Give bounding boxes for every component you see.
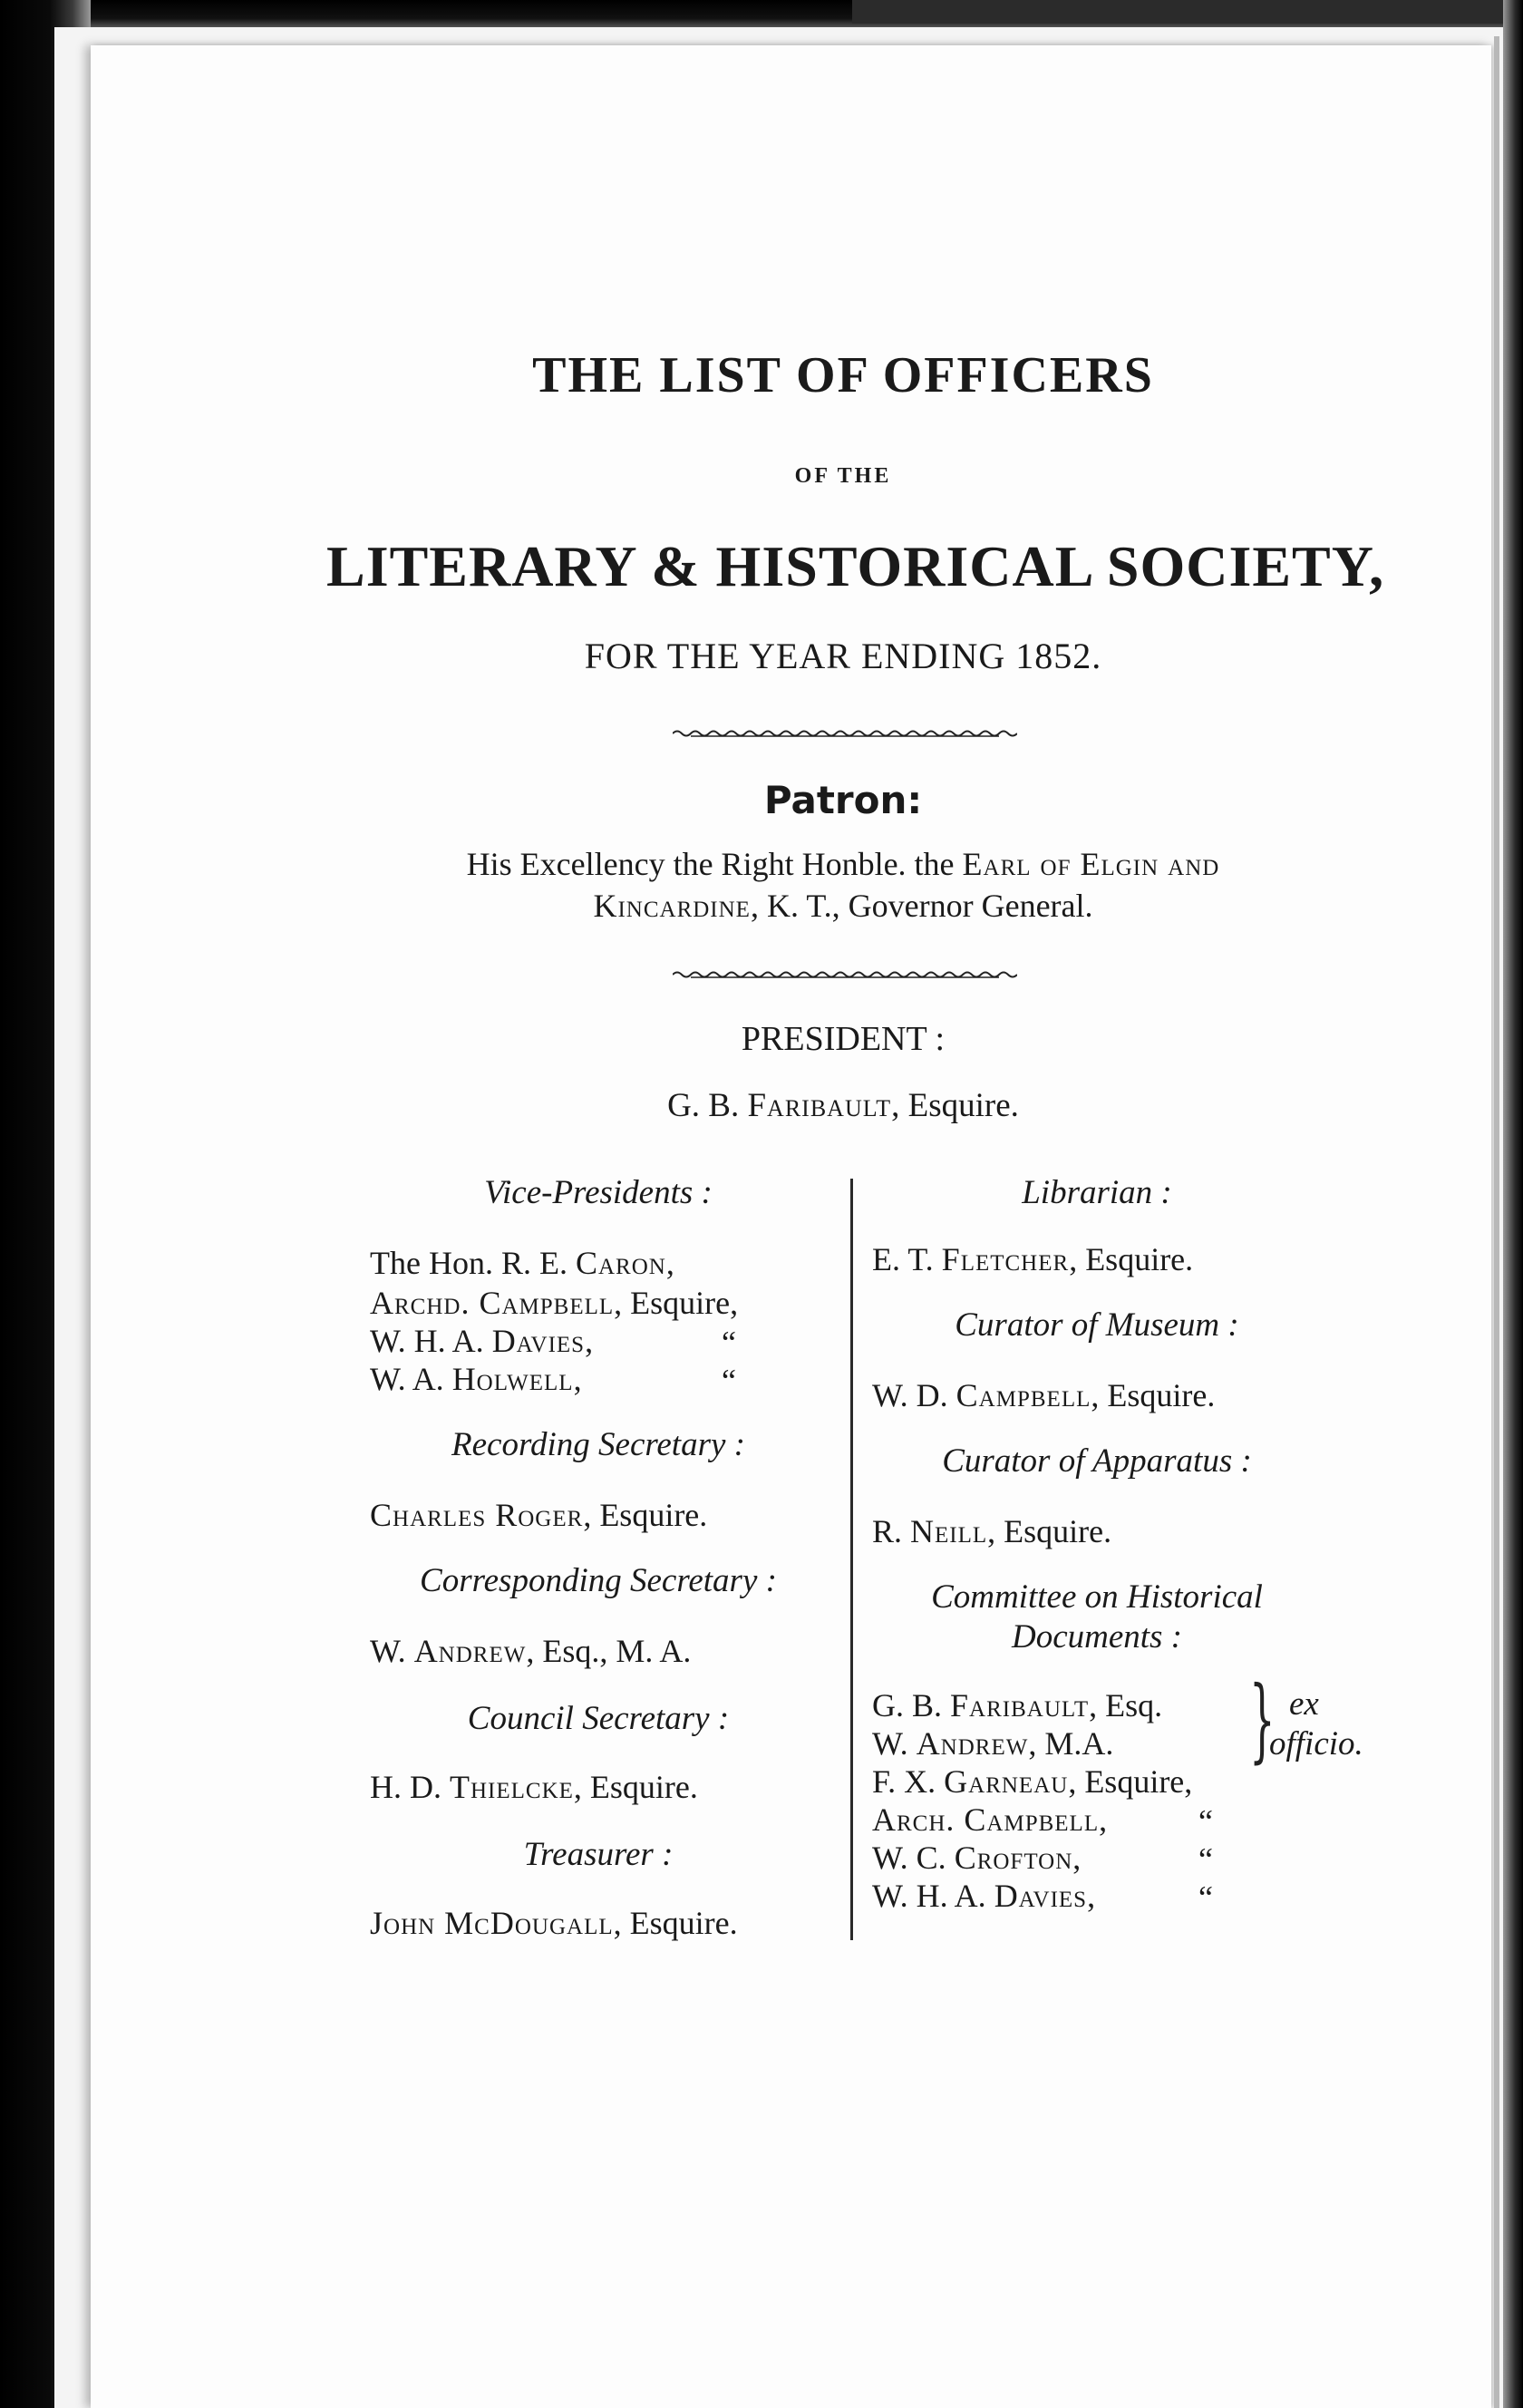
librarian-heading: Librarian :	[1022, 1174, 1172, 1211]
vp3-prefix: W. H. A.	[370, 1323, 492, 1359]
vp1-surname: Caron	[575, 1245, 666, 1281]
scan-border-top-bar	[852, 0, 1523, 24]
committee-member-6	[872, 1877, 1095, 1915]
c5-surname: Crofton	[954, 1840, 1073, 1876]
c5-suffix: ,	[1072, 1840, 1082, 1876]
council-secretary-name	[370, 1768, 698, 1806]
patron-line-1	[272, 845, 1414, 883]
vp3-suffix: ,	[585, 1323, 594, 1359]
c6-suffix: ,	[1087, 1878, 1096, 1914]
president-surname: Faribault	[747, 1087, 892, 1124]
patron-heading: Patron:	[763, 778, 923, 822]
wavy-rule-2	[673, 968, 1017, 981]
c2-surname: Andrew	[916, 1725, 1029, 1762]
recording-secretary-name	[370, 1496, 707, 1534]
curator-apparatus-name	[872, 1512, 1111, 1550]
president-heading: PRESIDENT :	[741, 1020, 946, 1058]
c4-ditto-mark: “	[1198, 1803, 1213, 1840]
vp2-name: Archd. Campbell	[370, 1285, 615, 1321]
recording-secretary-suffix: , Esquire.	[583, 1497, 708, 1533]
president-name	[363, 1086, 1324, 1125]
scan-border-right	[1503, 0, 1523, 2408]
c6-surname: Davies	[994, 1878, 1088, 1914]
patron-line-2	[272, 887, 1414, 925]
vp3-surname: Davies	[491, 1323, 586, 1359]
vp4-ditto-mark: “	[722, 1363, 736, 1399]
vp2-suffix: , Esquire,	[614, 1285, 739, 1321]
vp1-suffix: ,	[665, 1245, 674, 1281]
vp1-prefix: The Hon. R. E.	[370, 1245, 576, 1281]
patron-title-name: Earl of Elgin and	[962, 846, 1220, 882]
librarian-prefix: E. T.	[872, 1241, 942, 1277]
treasurer-suffix: , Esquire.	[613, 1905, 738, 1941]
vp3-ditto-mark: “	[722, 1325, 736, 1361]
corresponding-secretary-heading: Corresponding Secretary :	[420, 1562, 777, 1599]
column-divider	[850, 1179, 853, 1940]
librarian-name	[872, 1240, 1193, 1278]
corresponding-prefix: W.	[370, 1633, 414, 1669]
c1-surname: Faribault	[950, 1687, 1090, 1723]
vice-president-4	[370, 1360, 582, 1398]
librarian-surname: Fletcher	[941, 1241, 1070, 1277]
ex-officio-line-1: ex	[1289, 1685, 1319, 1723]
c6-prefix: W. H. A.	[872, 1878, 994, 1914]
vp4-surname: Holwell	[451, 1361, 574, 1397]
council-surname: Thielcke	[450, 1769, 574, 1805]
curator-museum-name	[872, 1376, 1215, 1414]
council-secretary-heading: Council Secretary :	[467, 1700, 730, 1737]
committee-member-2	[872, 1724, 1113, 1762]
vice-president-1	[370, 1244, 674, 1282]
vice-president-2	[370, 1284, 738, 1322]
vp4-suffix: ,	[573, 1361, 582, 1397]
committee-member-4	[872, 1801, 1107, 1839]
patron-suffix: , K. T., Governor General.	[750, 888, 1093, 924]
c4-suffix: ,	[1099, 1801, 1108, 1838]
title-year: FOR THE YEAR ENDING 1852.	[584, 636, 1102, 676]
recording-secretary-heading: Recording Secretary :	[451, 1426, 745, 1463]
council-prefix: H. D.	[370, 1769, 450, 1805]
curator-museum-heading: Curator of Museum :	[955, 1306, 1239, 1344]
patron-prefix: His Excellency the Right Honble. the	[466, 846, 963, 882]
apparatus-surname: Neill	[910, 1513, 988, 1549]
treasurer-heading: Treasurer :	[523, 1836, 674, 1873]
committee-member-3	[872, 1762, 1192, 1801]
c2-prefix: W.	[872, 1725, 917, 1762]
c6-ditto-mark: “	[1198, 1879, 1213, 1916]
page-edge	[1494, 36, 1499, 2408]
apparatus-prefix: R.	[872, 1513, 911, 1549]
curator-apparatus-heading: Curator of Apparatus :	[942, 1442, 1252, 1480]
treasurer-name	[370, 1904, 738, 1942]
council-suffix: , Esquire.	[573, 1769, 698, 1805]
c3-surname: Garneau	[944, 1763, 1069, 1800]
c4-name: Arch. Campbell	[872, 1801, 1100, 1838]
committee-heading-line-1: Committee on Historical	[931, 1578, 1263, 1616]
museum-prefix: W. D.	[872, 1377, 956, 1413]
committee-heading-line-2: Documents :	[1011, 1618, 1183, 1656]
apparatus-suffix: , Esquire.	[987, 1513, 1112, 1549]
vice-presidents-heading: Vice-Presidents :	[484, 1174, 713, 1211]
title-line-2: OF THE	[794, 464, 892, 488]
c5-prefix: W. C.	[872, 1840, 955, 1876]
curly-brace-glyph: }	[1249, 1666, 1276, 1772]
committee-member-5	[872, 1839, 1081, 1877]
treasurer-surname: John McDougall	[370, 1905, 614, 1941]
president-initials: G. B.	[667, 1087, 748, 1124]
vice-president-3	[370, 1322, 593, 1360]
vp4-prefix: W. A.	[370, 1361, 452, 1397]
c5-ditto-mark: “	[1198, 1841, 1213, 1878]
committee-member-1	[872, 1686, 1162, 1724]
corresponding-surname: Andrew	[413, 1633, 527, 1669]
wavy-rule-1	[673, 727, 1017, 740]
c2-suffix: , M.A.	[1028, 1725, 1114, 1762]
museum-suffix: , Esquire.	[1091, 1377, 1216, 1413]
title-society: LITERARY & HISTORICAL SOCIETY,	[326, 534, 1385, 598]
corresponding-secretary-name	[370, 1632, 691, 1670]
museum-surname: Campbell	[956, 1377, 1091, 1413]
patron-title-name-2: Kincardine	[593, 888, 751, 924]
president-suffix: , Esquire.	[891, 1087, 1019, 1124]
ex-officio-line-2: officio.	[1269, 1725, 1363, 1762]
c3-suffix: , Esquire,	[1068, 1763, 1193, 1800]
title-line-1: THE LIST OF OFFICERS	[532, 347, 1154, 403]
recording-secretary-surname: Charles Roger	[370, 1497, 584, 1533]
c1-suffix: , Esq.	[1089, 1687, 1163, 1723]
c3-prefix: F. X.	[872, 1763, 945, 1800]
c1-prefix: G. B.	[872, 1687, 951, 1723]
librarian-suffix: , Esquire.	[1069, 1241, 1194, 1277]
corresponding-suffix: , Esq., M. A.	[526, 1633, 692, 1669]
